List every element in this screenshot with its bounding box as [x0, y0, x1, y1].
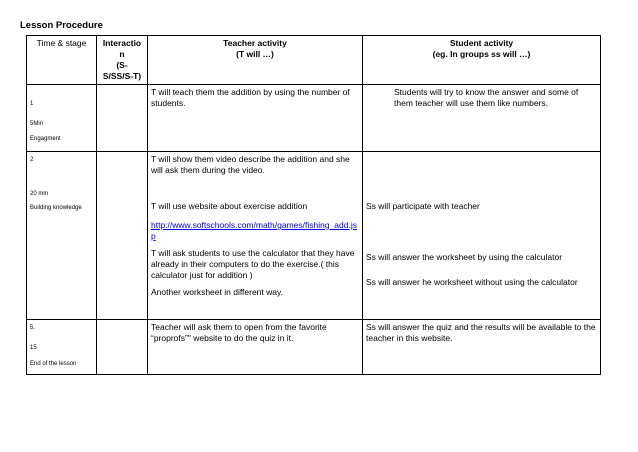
- table-row: [27, 320, 601, 375]
- row2-stage: Building knowledge: [30, 205, 82, 211]
- header-interaction-line4: S/SS/S-T): [102, 71, 142, 81]
- row3-number: 5.: [30, 325, 36, 331]
- header-teacher-line1: Teacher activity: [223, 38, 287, 48]
- row1-student: [363, 85, 601, 152]
- table-row: [27, 152, 601, 320]
- header-time-stage-label: Time & stage: [36, 38, 87, 48]
- row2-teacher-text-1: T will show them video describe the addition and she will ask them during the video.: [151, 154, 350, 175]
- row1-interaction: [97, 85, 148, 152]
- row3-interaction: [97, 320, 148, 375]
- header-teacher-activity: [148, 36, 363, 85]
- row1-teacher: [148, 85, 363, 152]
- section-title: Lesson Procedure: [20, 20, 103, 31]
- header-row: [27, 36, 601, 85]
- header-interaction-line3: (S-: [116, 60, 128, 70]
- row2-time: 20 min: [30, 191, 49, 197]
- row2-interaction: [97, 152, 148, 320]
- row2-student-text-1: Ss will participate with teacher: [366, 201, 480, 211]
- header-interaction: [97, 36, 148, 85]
- row3-student-text: Ss will answer the quiz and the results will be available to the teacher in this website.: [366, 322, 596, 343]
- row1-teacher-text: T will teach them the addition by using the number of students.: [151, 87, 350, 108]
- row3-stage: End of the lesson: [30, 361, 77, 367]
- row2-teacher-text-2: T will use website about exercise addition: [151, 201, 308, 211]
- row2-teacher-text-4: Another worksheet in different way.: [151, 287, 283, 297]
- header-interaction-line1: Interactio: [102, 38, 142, 48]
- row3-time-stage: [27, 320, 97, 375]
- header-time-stage: [27, 36, 97, 85]
- row2-number: 2: [30, 157, 34, 163]
- row1-time-stage: [27, 85, 97, 152]
- header-student-line2: (eg. In groups ss will …): [432, 49, 531, 59]
- row2-student: [363, 152, 601, 320]
- row2-teacher: [148, 152, 363, 320]
- softschools-link[interactable]: http://www.softschools.com/math/games/fishing_add.jsp: [151, 220, 357, 241]
- header-interaction-line2: n: [119, 49, 125, 59]
- header-student-activity: [363, 36, 601, 85]
- row1-stage: Engagment: [30, 136, 61, 142]
- row1-student-text: Students will try to know the answer and some of them teacher will use them like numbers.: [394, 87, 579, 108]
- row2-student-text-2: Ss will answer the worksheet by using the calculator: [366, 252, 563, 262]
- row2-teacher-text-3: T will ask students to use the calculator that they have already in their computers to do the exercise.( this calculator just for addition ): [151, 248, 355, 280]
- header-teacher-line2: (T will …): [236, 49, 274, 59]
- lesson-procedure-table: [26, 35, 601, 375]
- row2-student-text-3: Ss will answer he worksheet without using the calculator: [366, 277, 578, 287]
- row3-time: 15: [30, 345, 37, 351]
- table-row: [27, 85, 601, 152]
- row1-number: 1: [30, 101, 34, 107]
- row3-teacher-text: Teacher will ask them to open from the favorite “proprofs”" website to do the quiz in it.: [151, 322, 327, 343]
- row2-time-stage: [27, 152, 97, 320]
- row3-teacher: [148, 320, 363, 375]
- header-student-line1: Student activity: [449, 38, 514, 48]
- row3-student: [363, 320, 601, 375]
- row1-time: 5Min: [30, 121, 44, 127]
